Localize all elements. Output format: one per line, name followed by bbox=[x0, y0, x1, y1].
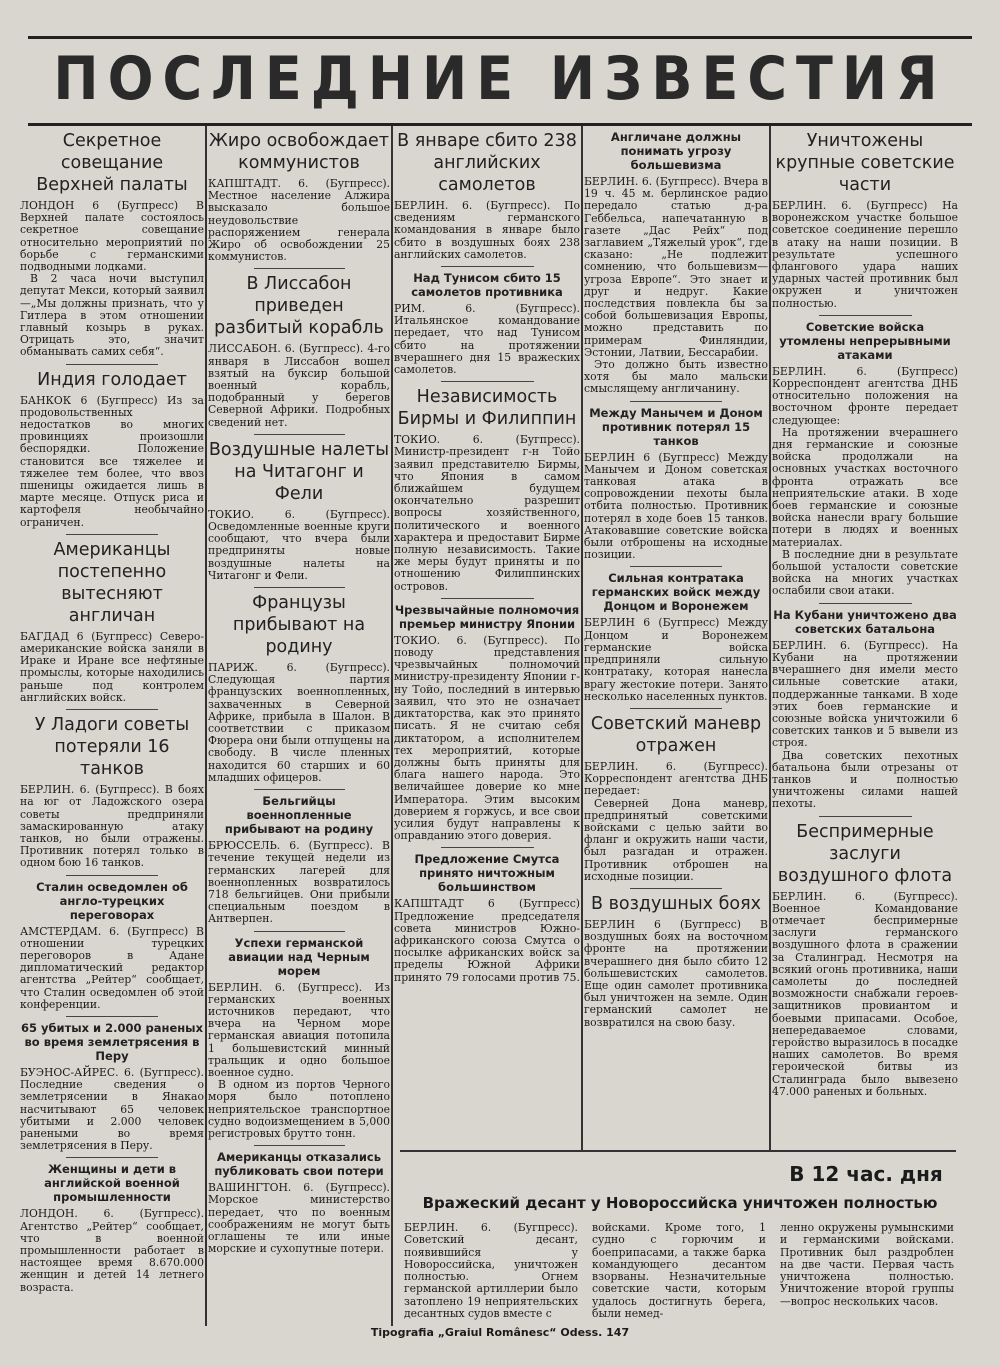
masthead-title: ПОСЛЕДНИЕ ИЗВЕСТИЯ bbox=[53, 44, 947, 114]
late-news-text-3: ленно окружены румынскими и германскими войсками. Противник был раздроблен на две части. Первая часть уничтожена полностью. Уничтожение второй группы—вопрос нескольких часов. bbox=[780, 1221, 954, 1308]
article-divider bbox=[441, 266, 534, 267]
printer-footer: Tipografia „Graiul Românesc“ Odess. 147 bbox=[370, 1326, 630, 1339]
late-news-headline: Вражеский десант у Новороссийска уничтожен полностью bbox=[422, 1194, 938, 1212]
article bbox=[208, 789, 390, 925]
article-divider bbox=[66, 709, 158, 710]
article-text: В последние дни в результате большой усталости советские войска на многих участках ослабили свои атаки. bbox=[772, 547, 958, 598]
article-text: ЛОНДОН 6 (Бугпресс) В Верхней палате состоялось секретное совещание относительно мероприятий по борьбе с германскими подводными лодками. bbox=[20, 199, 204, 274]
article-text: БЕРЛИН. 6. (Бугпресс). Корреспондент агентства ДНБ передает: bbox=[584, 759, 768, 798]
article bbox=[208, 268, 390, 428]
article-text: БРЮССЕЛЬ. 6. (Бугпресс). В течение текущей недели из германских лагерей для военнопленных возвратилось 718 бельгийцев. Они прибыли специальным поездом в Антверпен. bbox=[208, 839, 390, 926]
article-headline: Независимость Бирмы и Филиппин bbox=[397, 387, 577, 430]
article bbox=[20, 364, 204, 529]
article-headline: Американцы постепенно вытесняют англичан bbox=[53, 539, 171, 626]
article-text: Северней Дона маневр, предпринятый советскими войсками с целью зайти во фланг и окружить наши части, был разгадан и отражен. Противник отброшен на исходные позиции. bbox=[584, 796, 768, 883]
article-text: ВАШИНГТОН. 6. (Бугпресс). Морское министерство передает, что по военным соображениям не могут быть оглашены те или иные морские и сухопутные потери. bbox=[208, 1181, 390, 1256]
article-text: РИМ. 6. (Бугпресс). Итальянское командование передает, что над Тунисом сбито на протяжении вчерашнего дня 15 вражеских самолетов. bbox=[394, 302, 580, 377]
article-text: ТОКИО. 6. (Бугпресс). Министр-президент г-н Тойо заявил представителю Бирмы, что Япония в самом ближайшем будущем окончательно разрешит вопросы хозяйственного, политического и военного характера и предоставит Бирме полную независимость. Такие же меры будут приняты и по отношению Филиппинских островов. bbox=[394, 433, 580, 593]
article-text: БЕРЛИН. 6. (Бугпресс). На Кубани на протяжении вчерашнего дня имели место сильные советские атаки, поддержанные танками. В ходе этих боев германские и союзные войска уничтожили 6 советских танков и 5 вывели из строя. bbox=[772, 638, 958, 750]
article-text: КАПШТАДТ 6 (Бугпресс) Предложение председателя совета министров Южно-африканского союза Смутса о посылке африканских войск за пределы Южной Африки принято 79 голосами против 75. bbox=[394, 897, 580, 984]
article-divider bbox=[66, 534, 158, 535]
late-news-text-2: войсками. Кроме того, 1 судно с горючим и боеприпасами, а также барка командующего десантом взорваны. Незначительные советские части, которым удалось достигнуть берега, были немед- bbox=[592, 1221, 766, 1321]
article-divider bbox=[254, 1145, 345, 1146]
article-headline: Американцы отказались публиковать свои потери bbox=[214, 1150, 384, 1179]
article-text: БЕРЛИН. 6. (Бугпресс). По сведениям германского командования в январе было сбито в воздушных боях 238 английских самолетов. bbox=[394, 199, 580, 261]
article-divider bbox=[630, 708, 722, 709]
article-headline: Сильная контратака германских войск между Донцом и Воронежем bbox=[591, 571, 761, 614]
article bbox=[584, 566, 768, 702]
article-divider bbox=[441, 598, 534, 599]
article-headline: Советский маневр отражен bbox=[590, 713, 762, 756]
article-divider bbox=[66, 1157, 158, 1158]
column-rule bbox=[581, 126, 583, 1150]
article-text: БЕРЛИН. 6. (Бугпресс). Вчера в 19 ч. 45 м. берлинское радио передало статью д-ра Геббельса, напечатанную в газете „Дас Рейх“ под заглавием „Тяжелый урок“, где сказано: „Не подлежит сомнению, что большевизм—угроза Европе“. Это знает и друг и недруг. Какие последствия повлекла бы за собой большевизация Европы, можно представить по примерам Финляндии, Эстонии, Латвии, Бессарабии. bbox=[584, 175, 768, 359]
article bbox=[394, 847, 580, 983]
article bbox=[208, 130, 390, 263]
article-text: БЕРЛИН. 6. (Бугпресс) Корреспондент агентства ДНБ относительно положения на восточном фронте передает следующее: bbox=[772, 364, 958, 427]
late-news-tag: В 12 час. дня bbox=[789, 1162, 943, 1186]
article-text: Два советских пехотных батальона были отрезаны от танков и полностью уничтожены силами нашей пехоты. bbox=[772, 748, 958, 811]
article-headline: Индия голодает bbox=[37, 369, 187, 390]
article-text: ЛОНДОН. 6. (Бугпресс). Агентство „Рейтер“ сообщает, что в военной промышленности работает в настоящее время 8.670.000 женщин и детей 14 летнего возраста. bbox=[20, 1207, 204, 1294]
column-1 bbox=[20, 126, 204, 1326]
late-news-text-1: БЕРЛИН. 6. (Бугпресс). Советский десант, появившийся у Новороссийска, уничтожен полностью. Огнем германской артиллерии было затоплено 19 неприятельских десантных судов вместе с bbox=[404, 1221, 578, 1321]
column-5 bbox=[772, 126, 958, 1098]
article-text: БЕРЛИН 6 (Бугпресс) Между Манычем и Доном советская танковая атака в сопровождении пехоты была отбита полностью. Противник потерял в ходе боев 15 танков. Атаковавшие советские войска были отброшены на исходные позиции. bbox=[584, 450, 768, 562]
article bbox=[208, 1145, 390, 1255]
article-divider bbox=[441, 847, 534, 848]
article-text: ТОКИО. 6. (Бугпресс). По поводу представления чрезвычайных полномочий министру-президенту Японии г-ну Тойо, последний в интервью заявил, что это не означает диктаторства, как это принято писать. Я не считаю себя диктатором, а исполнителем тех мероприятий, которые должны быть приняты для блага нашего народа. Это величайшее доверие ко мне Императора. Этим высоким доверием я горжусь, и все свои усилия будут направлены к оправданию этого доверия. bbox=[394, 633, 580, 843]
article-text: БЕРЛИН. 6. (Бугпресс) На воронежском участке большое советское соединение перешло в атаку на наши позиции. В результате успешного флангового удара наших ударных частей противник был окружен и уничтожен полностью. bbox=[772, 199, 958, 310]
article bbox=[772, 315, 958, 598]
article-text: БАНКОК 6 (Бугпресс) Из за продовольственных недостатков во многих провинциях произошли беспорядки. Положение становится все тяжелее и тяжелее тем более, что ввоз пшеницы ожидается лишь в марте месяце. Отпуск риса и картофеля необычайно ограничен. bbox=[20, 393, 204, 529]
article-headline: Уничтожены крупные советские части bbox=[775, 131, 955, 195]
article-divider bbox=[254, 789, 345, 790]
article-headline: У Ладоги советы потеряли 16 танков bbox=[34, 715, 190, 780]
article-divider bbox=[630, 566, 722, 567]
article-text: БУЭНОС-АЙРЕС. 6. (Бугпресс). Последние сведения о землетрясении в Янакао насчитывают 65 человек убитыми и 2.000 человек ранеными во время землетрясения в Перу. bbox=[20, 1065, 204, 1153]
article-headline: Между Манычем и Доном противник потерял 15 танков bbox=[589, 405, 763, 448]
article-text: БАГДАД 6 (Бугпресс) Северо-американские войска заняли в Ираке и Иране все нефтяные промыслы, которые находились раньше под контролем английских войск. bbox=[20, 629, 204, 704]
article bbox=[772, 816, 958, 1098]
article bbox=[584, 888, 768, 1029]
column-rule bbox=[205, 126, 207, 1326]
article-text: БЕРЛИН 6 (Бугпресс) В воздушных боях на восточном фронте на протяжении вчерашнего дня было сбито 12 большевистских самолетов. Еще один самолет противника был уничтожен на земле. Один германский самолет не возвратился на свою базу. bbox=[584, 917, 768, 1029]
article-divider bbox=[66, 1016, 158, 1017]
article-divider bbox=[254, 268, 345, 269]
article-headline: Воздушные налеты на Читагонг и Фели bbox=[208, 439, 390, 504]
article-divider bbox=[630, 888, 722, 889]
article-divider bbox=[66, 875, 158, 876]
column-4 bbox=[584, 126, 768, 1029]
article-text: На протяжении вчерашнего дня германские и союзные войска продолжали на основных участках восточного фронта отражать все неприятельские атаки. В ходе боев германские и союзные войска нанесли врагу большие потери в людях и военных материалах. bbox=[772, 425, 958, 549]
column-rule bbox=[391, 126, 393, 1326]
article bbox=[20, 875, 204, 1011]
article-text: В одном из портов Черного моря было потоплено неприятельское транспортное судно водоизмещением в 5,000 регистровых брутто тонн. bbox=[208, 1078, 390, 1140]
article-divider bbox=[66, 364, 158, 365]
masthead bbox=[28, 36, 972, 126]
article bbox=[20, 709, 204, 869]
article-headline: Жиро освобождает коммунистов bbox=[209, 131, 389, 173]
article bbox=[584, 130, 768, 396]
article-text: БЕРЛИН. 6. (Бугпресс). В боях на юг от Ладожского озера советы предприняли замаскированную атаку танков, но были отражены. Противник потерял только в одном бою 16 танков. bbox=[20, 783, 204, 870]
article-text: ТОКИО. 6. (Бугпресс). Осведомленные военные круги сообщают, что вчера были предприняты новые воздушные налеты на Читагонг и Фели. bbox=[208, 507, 390, 582]
article-headline: 65 убитых и 2.000 раненых во время землетрясения в Перу bbox=[20, 1020, 204, 1063]
article-text: БЕРЛИН. 6. (Бугпресс). Военное Командование отмечает беспримерные заслуги германского воздушного флота в сражении за Сталинград. Несмотря на всякий огонь противника, наши самолеты до последней возможности снабжали героев-защитников провиантом и боевыми припасами. Особое, непередаваемое словами, геройство выразилось в посадке наших самолетов. Во время героической битвы из Сталинграда было вывезено 47.000 раненых и больных. bbox=[772, 889, 958, 1098]
column-3 bbox=[394, 126, 580, 984]
article-headline: Успехи германской авиации над Черным морем bbox=[228, 935, 370, 978]
article bbox=[20, 130, 204, 359]
article-text: БЕРЛИН. 6. (Бугпресс). Из германских военных источников передают, что вчера на Черном море германская авиация потопила 1 большевистский минный тральщик и одно большое военное судно. bbox=[208, 980, 390, 1079]
article-headline: Чрезвычайные полномочия премьер министру Японии bbox=[394, 602, 580, 631]
article-headline: Женщины и дети в английской военной промышленности bbox=[44, 1162, 180, 1205]
article bbox=[20, 534, 204, 704]
article-text: БЕРЛИН 6 (Бугпресс) Между Донцом и Воронежем германские войска предприняли сильную контратаку, которая нанесла врагу жестокие потери. Занято несколько населенных пунктов. bbox=[584, 616, 768, 703]
article-headline: Англичане должны понимать угрозу большевизма bbox=[610, 130, 742, 172]
article-divider bbox=[819, 315, 912, 316]
article bbox=[20, 1016, 204, 1152]
article bbox=[208, 434, 390, 582]
article-divider bbox=[254, 587, 345, 588]
article-text: Это должно быть известно хотя бы мало мальски смыслящему англичанину. bbox=[584, 358, 768, 396]
article bbox=[394, 266, 580, 376]
article bbox=[584, 401, 768, 562]
article-text: КАПШТАДТ. 6. (Бугпресс). Местное население Алжира высказало большое неудовольствие распоряжением генерала Жиро об освобождении 25 коммунистов. bbox=[208, 177, 390, 264]
article bbox=[584, 708, 768, 883]
article-divider bbox=[441, 381, 534, 382]
article-headline: Французы прибывают на родину bbox=[232, 593, 366, 658]
article-divider bbox=[819, 603, 912, 604]
article-divider bbox=[254, 931, 345, 932]
article-text: ЛИССАБОН. 6. (Бугпресс). 4-го января в Лиссабон вошел взятый на буксир большой военный корабль, подобранный у берегов Северной Африки. Подробных сведений нет. bbox=[208, 342, 390, 429]
article bbox=[208, 587, 390, 784]
late-news-rule bbox=[400, 1150, 956, 1152]
article bbox=[394, 598, 580, 842]
article-headline: Сталин осведомлен об англо-турецких переговорах bbox=[36, 879, 188, 922]
article-headline: Беспримерные заслуги воздушного флота bbox=[777, 821, 953, 886]
article bbox=[394, 381, 580, 593]
article-text: АМСТЕРДАМ. 6. (Бугпресс) В отношении турецких переговоров в Адане дипломатический редактор агентства „Рейтер“ сообщает, что Сталин осведомлен об этой конференции. bbox=[20, 924, 204, 1011]
article-headline: Предложение Смутса принято ничтожным большинством bbox=[414, 852, 560, 895]
article bbox=[772, 130, 958, 310]
article bbox=[772, 603, 958, 811]
article-headline: В Лиссабон приведен разбитый корабль bbox=[214, 274, 384, 339]
article bbox=[208, 931, 390, 1141]
column-rule bbox=[769, 126, 771, 1150]
article-divider bbox=[819, 816, 912, 817]
article-headline: На Кубани уничтожено два советских батальона bbox=[773, 607, 957, 636]
article bbox=[20, 1157, 204, 1293]
article-headline: В январе сбито 238 английских самолетов bbox=[397, 131, 577, 195]
article-divider bbox=[254, 434, 345, 435]
column-2 bbox=[208, 126, 390, 1326]
article-headline: Бельгийцы военнопленные прибывают на родину bbox=[224, 794, 374, 837]
article-headline: Над Тунисом сбито 15 самолетов противника bbox=[411, 271, 563, 300]
article-headline: Секретное совещание Верхней палаты bbox=[36, 131, 188, 195]
article-divider bbox=[630, 401, 722, 402]
article-text: ПАРИЖ. 6. (Бугпресс). Следующая партия французских военнопленных, захваченных в Северной Африке, прибыла в Шалон. В соответствии с приказом Фюрера они были отпущены на свободу. В числе пленных находится 60 старших и 60 младших офицеров. bbox=[208, 661, 390, 784]
article-headline: Советские войска утомлены непрерывными атаками bbox=[779, 319, 951, 362]
article bbox=[394, 130, 580, 261]
article-headline: В воздушных боях bbox=[591, 893, 761, 914]
article-text: В 2 часа ночи выступил депутат Мекси, который заявил—„Мы должны признать, что у Гитлера в этом отношении главный козырь в руках. Отрицать это, значит обманывать самих себя“. bbox=[20, 272, 204, 359]
